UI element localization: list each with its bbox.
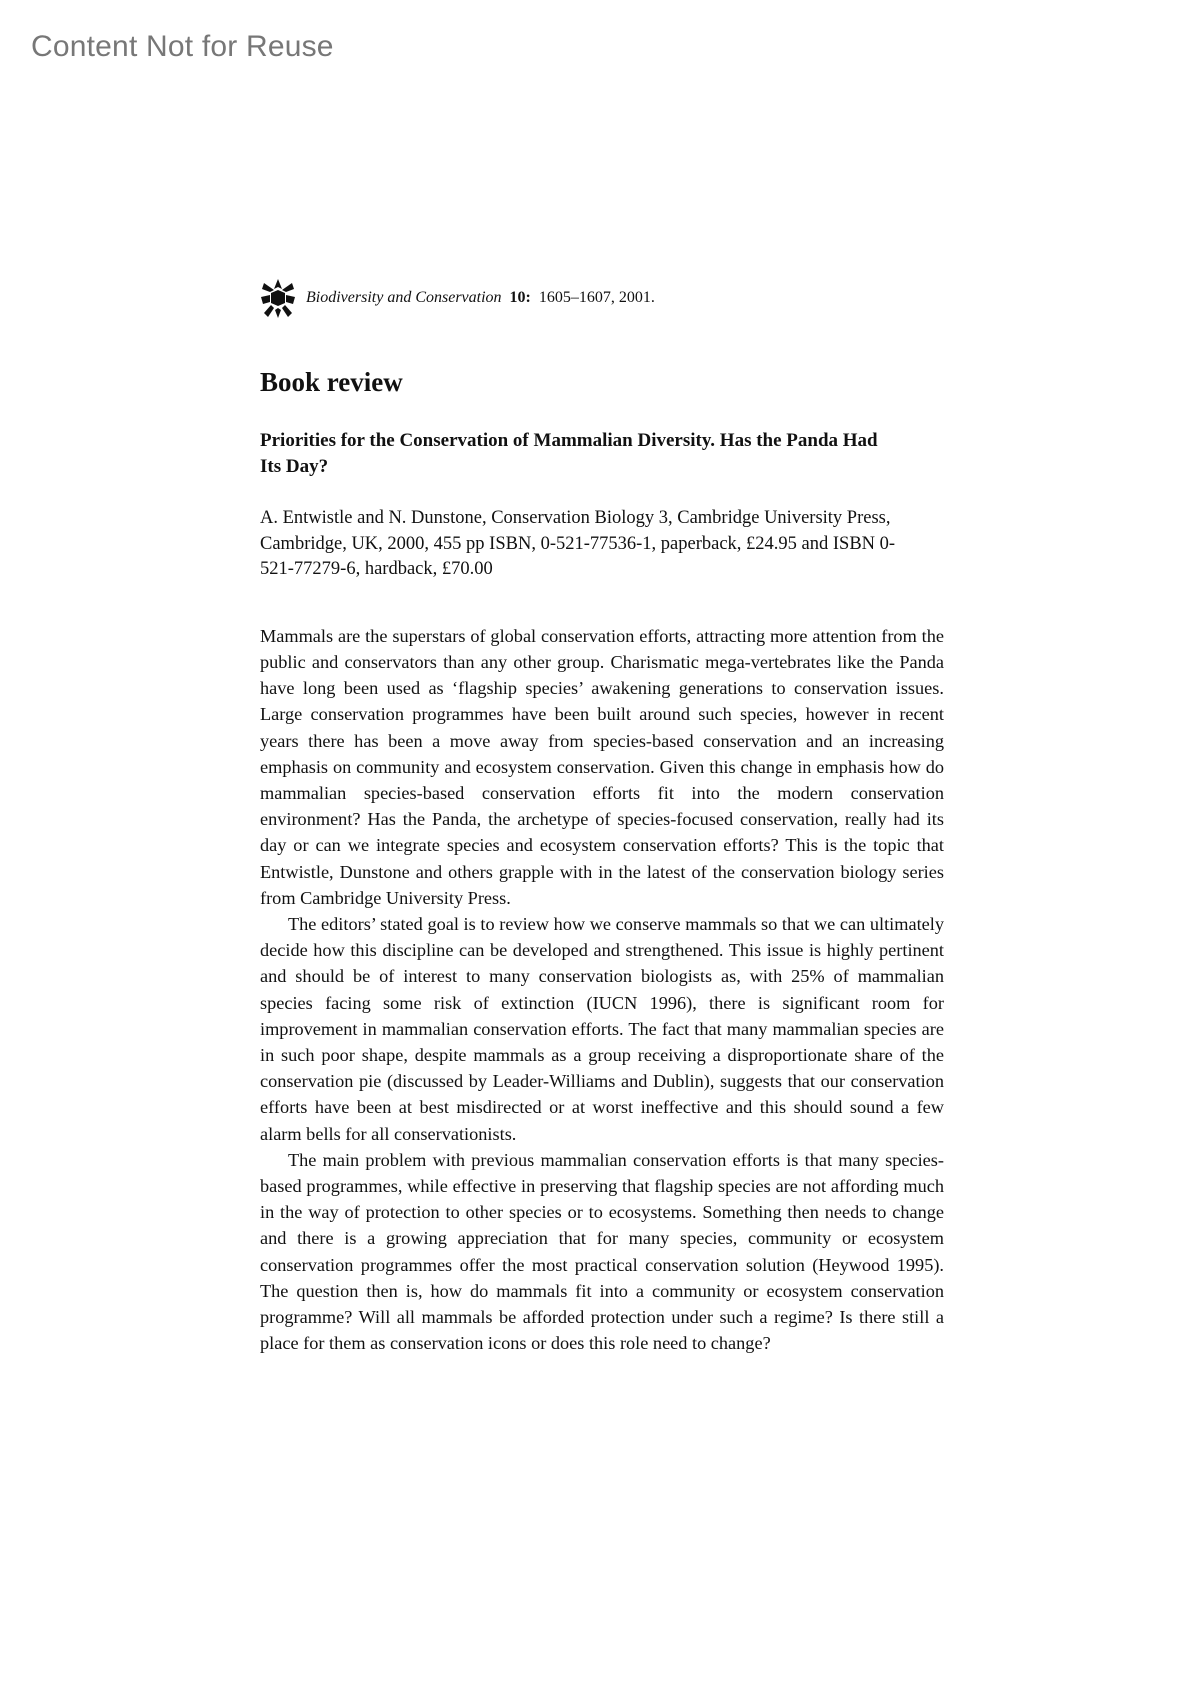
journal-volume: 10: <box>509 289 531 306</box>
paragraph: The main problem with previous mammalian conservation efforts is that many species-based programmes, while effective in preserving that flagship species are not affording much in the way of protection to other species or to ecosystems. Something then needs to change and there is a growing appreciation that for many species, community or ecosystem conservation programmes offer the most practical conservation solution (Heywood 1995). The question then is, how do mammals fit into a community or ecosystem conservation programme? Will all mammals be afforded protection under such a regime? Is there still a place for them as conservation icons or does this role need to change? <box>260 1149 944 1354</box>
journal-name: Biodiversity and Conservation <box>306 289 502 306</box>
book-citation: A. Entwistle and N. Dunstone, Conservation Biology 3, Cambridge University Press, Cambridge, UK, 2000, 455 pp ISBN, 0-521-77536-1, paperback, £24.95 and ISBN 0-521-77279-6, hardback, £70.00 <box>260 508 896 580</box>
paragraph: Mammals are the superstars of global conservation efforts, attracting more attention from the public and conservators than any other group. Charismatic mega-vertebrates like the Panda have long been used as ‘flagship species’ awakening generations to conservation issues. Large conservation programmes have been built around such species, however in recent years there has been a move away from species-based conservation and an increasing emphasis on community and ecosystem conservation. Given this change in emphasis how do mammalian species-based conservation efforts fit into the modern conservation environment? Has the Panda, the archetype of species-focused conservation, really had its day or can we integrate species and ecosystem conservation efforts? This is the topic that Entwistle, Dunstone and others grapple with in the latest of the conservation biology series from Cambridge University Press. <box>260 625 944 908</box>
section-heading: Book review <box>260 367 403 397</box>
watermark: Content Not for Reuse <box>31 30 334 63</box>
journal-pages-year: 1605–1607, 2001. <box>538 289 655 306</box>
journal-header <box>260 276 944 320</box>
article-title: Priorities for the Conservation of Mammalian Diversity. Has the Panda Had Its Day? <box>260 430 878 477</box>
publisher-logo-icon <box>260 277 296 319</box>
paragraph: The editors’ stated goal is to review how we conserve mammals so that we can ultimately decide how this discipline can be developed and strengthened. This issue is highly pertinent and should be of interest to many conservation biologists as, with 25% of mammalian species facing some risk of extinction (IUCN 1996), there is significant room for improvement in mammalian conservation efforts. The fact that many mammalian species are in such poor shape, despite mammals as a group receiving a disproportionate share of the conservation pie (discussed by Leader-Williams and Dublin), suggests that our conservation efforts have been at best misdirected or at worst ineffective and this should sound a few alarm bells for all conservationists. <box>260 914 944 1144</box>
review-body <box>260 623 944 1357</box>
article-page <box>260 276 944 1356</box>
